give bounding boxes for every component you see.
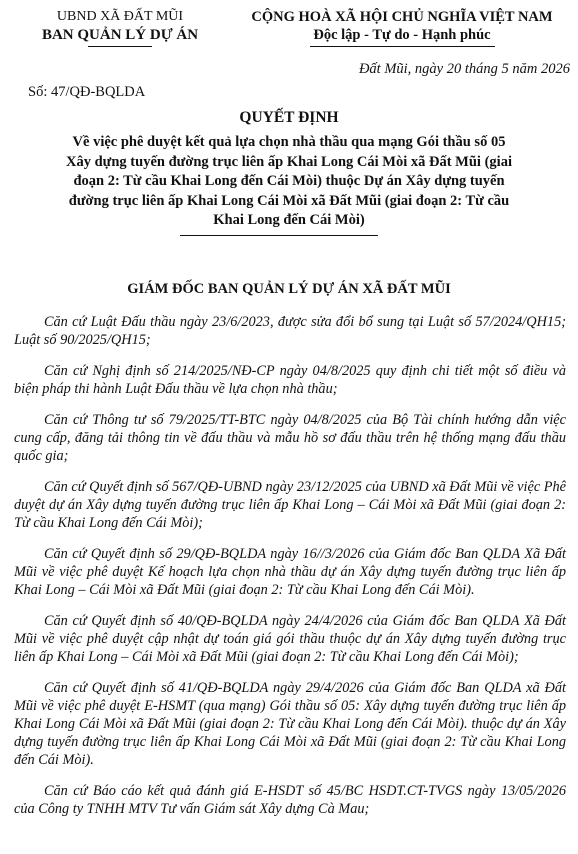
legal-bases-list (14, 313, 566, 831)
legal-basis-item: Căn cứ Quyết định số 40/QĐ-BQLDA ngày 24/4/2026 của Giám đốc Ban QLDA Xã Đất Mũi về việc phê duyệt cập nhật dự toán giá gói thầu thuộc dự án Xây dựng tuyến đường trục liên ấp Khai Long – Cái Mòi xã Đất Mũi (giai đoạn 2: Từ cầu Khai Long đến Cái Mòi); (14, 613, 566, 665)
subject-line: Khai Long đến Cái Mòi) (213, 212, 365, 228)
legal-basis-item: Căn cứ Nghị định số 214/2025/NĐ-CP ngày 04/8/2025 quy định chi tiết một số điều và biện pháp thi hành Luật Đấu thầu về lựa chọn nhà thầu; (14, 363, 566, 397)
place-and-date: Đất Mũi, ngày 20 tháng 5 năm 2026 (358, 61, 570, 77)
motto-underline (310, 46, 495, 47)
legal-basis-item: Căn cứ Thông tư số 79/2025/TT-BTC ngày 04/8/2025 của Bộ Tài chính hướng dẫn việc cung cấp, đăng tải thông tin về đấu thầu và mẫu hồ sơ đấu thầu trên hệ thống mạng đấu thầu quốc gia; (14, 412, 566, 464)
national-motto: Độc lập - Tự do - Hạnh phúc (313, 27, 491, 43)
subject-line: đoạn 2: Từ cầu Khai Long đến Cái Mòi) thuộc Dự án Xây dựng tuyến (73, 173, 505, 189)
document-type-title: QUYẾT ĐỊNH (239, 109, 339, 126)
legal-basis-item: Căn cứ Quyết định số 41/QĐ-BQLDA ngày 29/4/2026 của Giám đốc Ban QLDA xã Đất Mũi về việc phê duyệt E-HSMT (qua mạng) Gói thầu số 05: Xây dựng tuyến đường trục liên ấp Khai Long Cái Mòi xã Đất Mũi (giai đoạn 2: Từ cầu Khai Long đến Cái Mòi). thuộc dự án Xây dựng tuyến đường trục liên ấp Khai Long Cái Mòi xã Đất Mũi (giai đoạn 2: Từ cầu Khai Long đến Cái Mòi). (14, 680, 566, 768)
issuing-org-name: BAN QUẢN LÝ DỰ ÁN (41, 27, 199, 43)
org-underline (88, 46, 152, 47)
issuing-authority-block (20, 8, 220, 47)
subject-line: đường trục liên ấp Khai Long Cái Mòi xã Đất Mũi (giai đoạn 2: Từ cầu (68, 192, 510, 209)
legal-basis-item: Căn cứ Quyết định số 29/QĐ-BQLDA ngày 16//3/2026 của Giám đốc Ban QLDA Xã Đất Mũi về việc phê duyệt Kế hoạch lựa chọn nhà thầu dự án Xây dựng tuyến đường trục liên ấp Khai Long – Cái Mòi xã Đất Mũi (giai đoạn 2: Từ cầu Khai Long đến Cái Mòi). (14, 546, 566, 598)
issuing-authority-title: GIÁM ĐỐC BAN QUẢN LÝ DỰ ÁN XÃ ĐẤT MŨI (127, 281, 451, 297)
national-motto-block (232, 8, 572, 47)
subject-line: Về việc phê duyệt kết quả lựa chọn nhà thầu qua mạng Gói thầu số 05 (72, 134, 506, 150)
country-name: CỘNG HOÀ XÃ HỘI CHỦ NGHĨA VIỆT NAM (251, 9, 553, 25)
decision-subject (30, 133, 548, 231)
legal-basis-item: Căn cứ Luật Đấu thầu ngày 23/6/2023, được sửa đổi bổ sung tại Luật số 57/2024/QH15; Luật số 90/2025/QH15; (14, 314, 566, 348)
legal-basis-item: Căn cứ Báo cáo kết quả đánh giá E-HSDT số 45/BC HSDT.CT-TVGS ngày 13/05/2026 của Công ty TNHH MTV Tư vấn Giám sát Xây dựng Cà Mau; (14, 783, 566, 817)
subject-line: Xây dựng tuyến đường trục liên ấp Khai Long Cái Mòi xã Đất Mũi (giai (66, 153, 512, 170)
document-number: Số: 47/QĐ-BQLDA (28, 84, 146, 100)
subject-underline (180, 235, 378, 236)
legal-basis-item: Căn cứ Quyết định số 567/QĐ-UBND ngày 23/12/2025 của UBND xã Đất Mũi về việc Phê duyệt dự án Xây dựng tuyến đường trục liên ấp Khai Long – Cái Mòi xã Đất Mũi (giai đoạn 2: Từ cầu Khai Long đến Cái Mòi); (14, 479, 566, 531)
parent-org-name: UBND XÃ ĐẤT MŨI (56, 9, 184, 24)
